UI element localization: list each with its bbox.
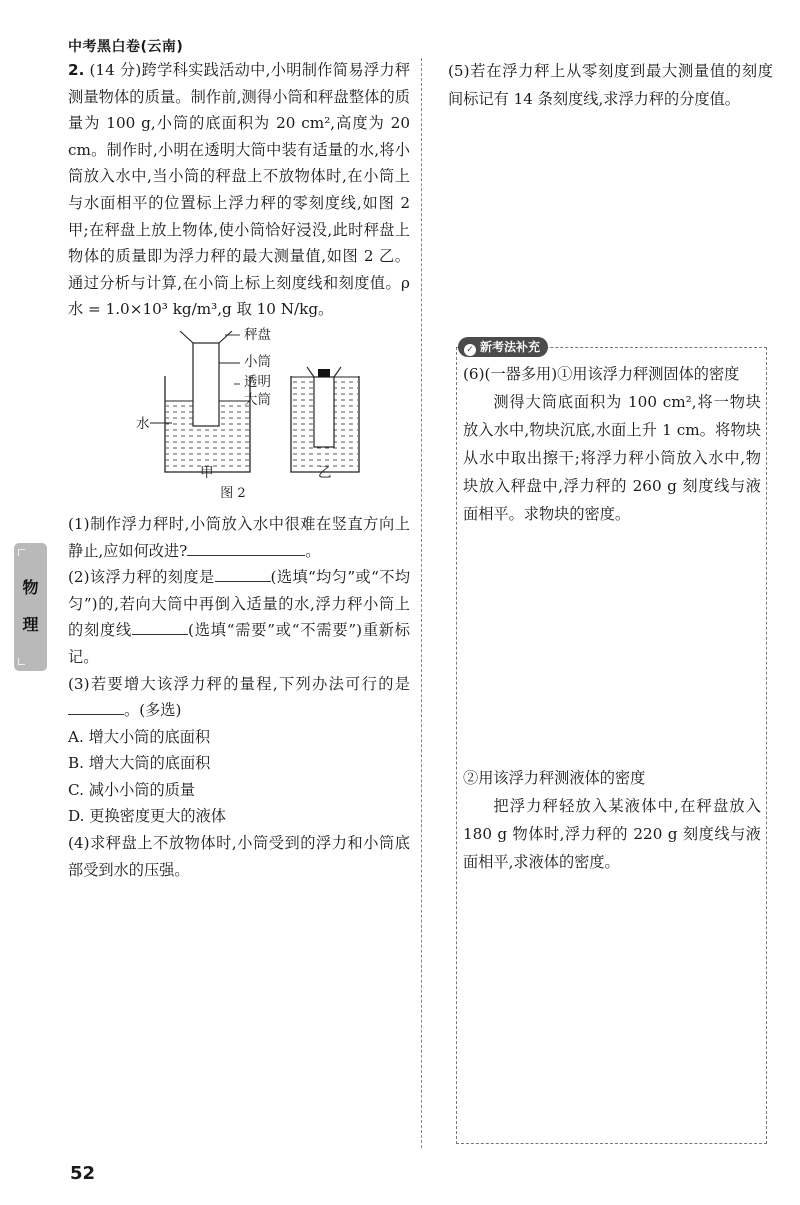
label-cylinder-2: 大筒 — [244, 391, 271, 408]
option-a[interactable]: A. 增大小筒的底面积 — [68, 727, 211, 746]
part-4: (4)求秤盘上不放物体时,小筒受到的浮力和小筒底部受到水的压强。 — [68, 834, 410, 879]
option-c[interactable]: C. 减小小筒的质量 — [68, 780, 196, 799]
part-6 — [463, 360, 761, 528]
answer-blank[interactable] — [215, 565, 271, 582]
part-2-text-c: (选填“需要”或“不需要”)重新标记。 — [68, 621, 410, 666]
badge-label: 新考法补充 — [480, 340, 541, 354]
option-b[interactable]: B. 增大大筒的底面积 — [68, 754, 211, 773]
page-number: 52 — [70, 1163, 96, 1184]
floating-scale-diagram — [68, 331, 410, 481]
part-3-end: 。(多选) — [124, 701, 182, 720]
label-cylinder-1: 透明 — [244, 373, 271, 390]
left-column — [68, 57, 410, 883]
answer-blank[interactable] — [187, 539, 305, 556]
part-6-body: 测得大筒底面积为 100 cm²,将一物块放入水中,物块沉底,水面上升 1 cm。将物块从水中取出擦干;将浮力秤小筒放入水中,物块放入秤盘中,浮力秤的 260 g 刻度线与液面相平。求物块的密度。 — [463, 393, 761, 523]
check-icon: ✓ — [464, 344, 476, 356]
new-method-badge — [458, 337, 548, 357]
part-6b-body: 把浮力秤轻放入某液体中,在秤盘放入 180 g 物体时,浮力秤的 220 g 刻度线与液面相平,求液体的密度。 — [463, 797, 761, 871]
answer-blank[interactable] — [68, 698, 124, 715]
tab-corner — [18, 549, 25, 556]
part-1 — [68, 511, 410, 564]
answer-blank[interactable] — [132, 618, 188, 635]
label-jia: 甲 — [200, 464, 214, 481]
question-number: 2. — [68, 61, 85, 79]
part-6-title: (6)(一器多用)①用该浮力秤测固体的密度 — [463, 365, 740, 383]
right-column — [448, 57, 773, 113]
label-pan: 秤盘 — [244, 326, 271, 343]
figure-2 — [68, 326, 410, 507]
part-1-end: 。 — [305, 541, 321, 560]
part-6b — [463, 764, 761, 876]
question-score: (14 分) — [89, 61, 142, 79]
question-stem — [68, 57, 410, 323]
option-d[interactable]: D. 更换密度更大的液体 — [68, 807, 226, 826]
side-tab-char-2: 理 — [22, 615, 39, 634]
part-5: (5)若在浮力秤上从零刻度到最大测量值的刻度间标记有 14 条刻度线,求浮力秤的分度值。 — [448, 62, 773, 108]
part-2-text-b: (选填“均匀”或“不均匀”)的,若向大筒中再倒入适量的水,浮力秤小筒上的刻度线 — [68, 568, 411, 640]
part-2-text-a: (2)该浮力秤的刻度是 — [68, 568, 215, 587]
part-3-text: (3)若要增大该浮力秤的量程,下列办法可行的是 — [68, 674, 410, 693]
part-1-text: (1)制作浮力秤时,小筒放入水中很难在竖直方向上静止,应如何改进? — [68, 514, 410, 560]
cylinder-right — [291, 367, 359, 472]
tab-corner — [18, 658, 25, 665]
part-6b-title: ②用该浮力秤测液体的密度 — [463, 769, 646, 787]
label-water: 水 — [136, 415, 150, 432]
book-header: 中考黑白卷(云南) — [68, 39, 184, 55]
column-divider — [421, 58, 422, 1148]
side-tab-char-1: 物 — [22, 578, 39, 597]
subject-side-tab — [14, 543, 47, 671]
part-2 — [68, 564, 410, 670]
part-3 — [68, 671, 410, 724]
question-stem-text: 跨学科实践活动中,小明制作简易浮力秤测量物体的质量。制作前,测得小筒和秤盘整体的质量为 100 g,小筒的底面积为 20 cm²,高度为 20 cm。制作时,小明在透明大筒中装有适量的水,将小筒放入水中,当小筒的秤盘上不放物体时,在小筒上与水面相平的位置标上浮力秤的零刻度线,如图 2 甲;在秤盘上放上物体,使小筒恰好浸没,此时秤盘上物体的质量即为浮力秤的最大测量值,如图 2 乙。通过分析与计算,在小筒上标上刻度线和刻度值。ρ水 = 1.0×10³ kg/m³,g 取 10 N/kg。 — [68, 61, 411, 319]
figure-caption: 图 2 — [220, 485, 246, 501]
label-tube: 小筒 — [244, 353, 271, 370]
label-yi: 乙 — [318, 464, 332, 481]
cylinder-left — [165, 331, 250, 472]
